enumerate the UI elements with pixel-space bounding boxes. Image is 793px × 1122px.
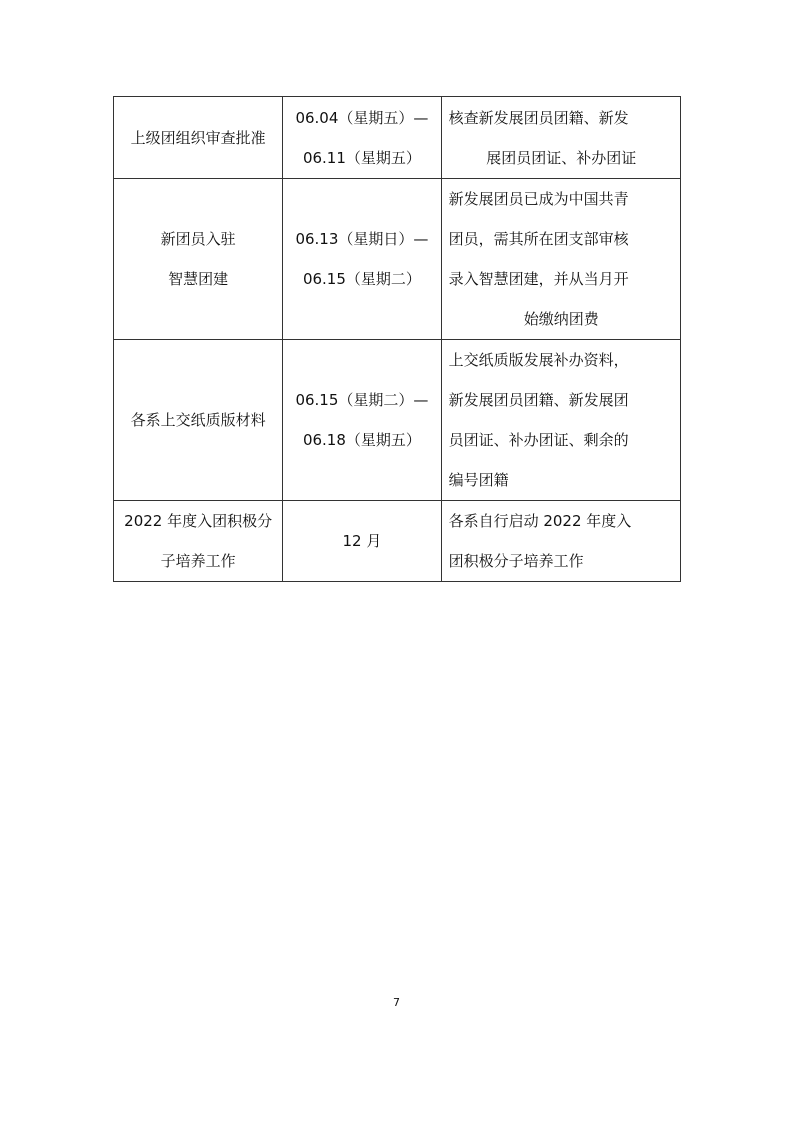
desc-text: 核查新发展团员团籍、新发 [448,108,629,127]
date-text: 06.11（星期五） [302,148,421,167]
table-row [114,179,681,340]
desc-text: 上交纸质版发展补办资料， [448,351,629,369]
desc-cell [441,340,680,501]
date-cell [283,179,441,340]
desc-text: 新发展团员团籍、新发展团 [448,391,629,409]
desc-text: 展团员团证、补办团证 [486,148,637,167]
desc-text: 新发展团员已成为中国共青 [448,190,629,208]
table-row [114,340,681,501]
table-row [114,501,681,582]
task-text: 子培养工作 [160,552,236,570]
date-cell [283,97,441,179]
task-cell [114,97,283,179]
desc-cell [441,501,680,582]
task-cell [114,340,283,501]
task-text: 各系上交纸质版材料 [130,411,266,429]
desc-text: 录入智慧团建，并从当月开 [448,270,629,288]
desc-text: 团员，需其所在团支部审核 [448,230,629,248]
task-text: 智慧团建 [168,270,229,288]
date-text: 06.15（星期二）— [295,391,429,409]
date-text: 06.18（星期五） [302,431,421,449]
date-cell [283,340,441,501]
date-text: 12 月 [342,532,382,550]
desc-text: 编号团籍 [448,471,509,489]
desc-text: 各系自行启动 2022 年度入 [448,512,632,530]
desc-cell [441,97,680,179]
table-row [114,97,681,179]
desc-cell [441,179,680,340]
date-text: 06.13（星期日）— [295,230,429,248]
date-text: 06.15（星期二） [302,270,421,288]
task-cell [114,179,283,340]
task-text: 2022 年度入团积极分 [124,512,273,530]
desc-text: 始缴纳团费 [523,310,599,328]
page-number: 7 [393,996,400,1009]
date-text: 06.04（星期五）— [295,108,429,127]
task-text: 上级团组织审查批准 [130,128,266,147]
task-text: 新团员入驻 [160,230,236,248]
date-cell [283,501,441,582]
schedule-table [113,96,681,582]
desc-text: 团积极分子培养工作 [448,552,584,570]
task-cell [114,501,283,582]
desc-text: 员团证、补办团证、剩余的 [448,431,629,449]
